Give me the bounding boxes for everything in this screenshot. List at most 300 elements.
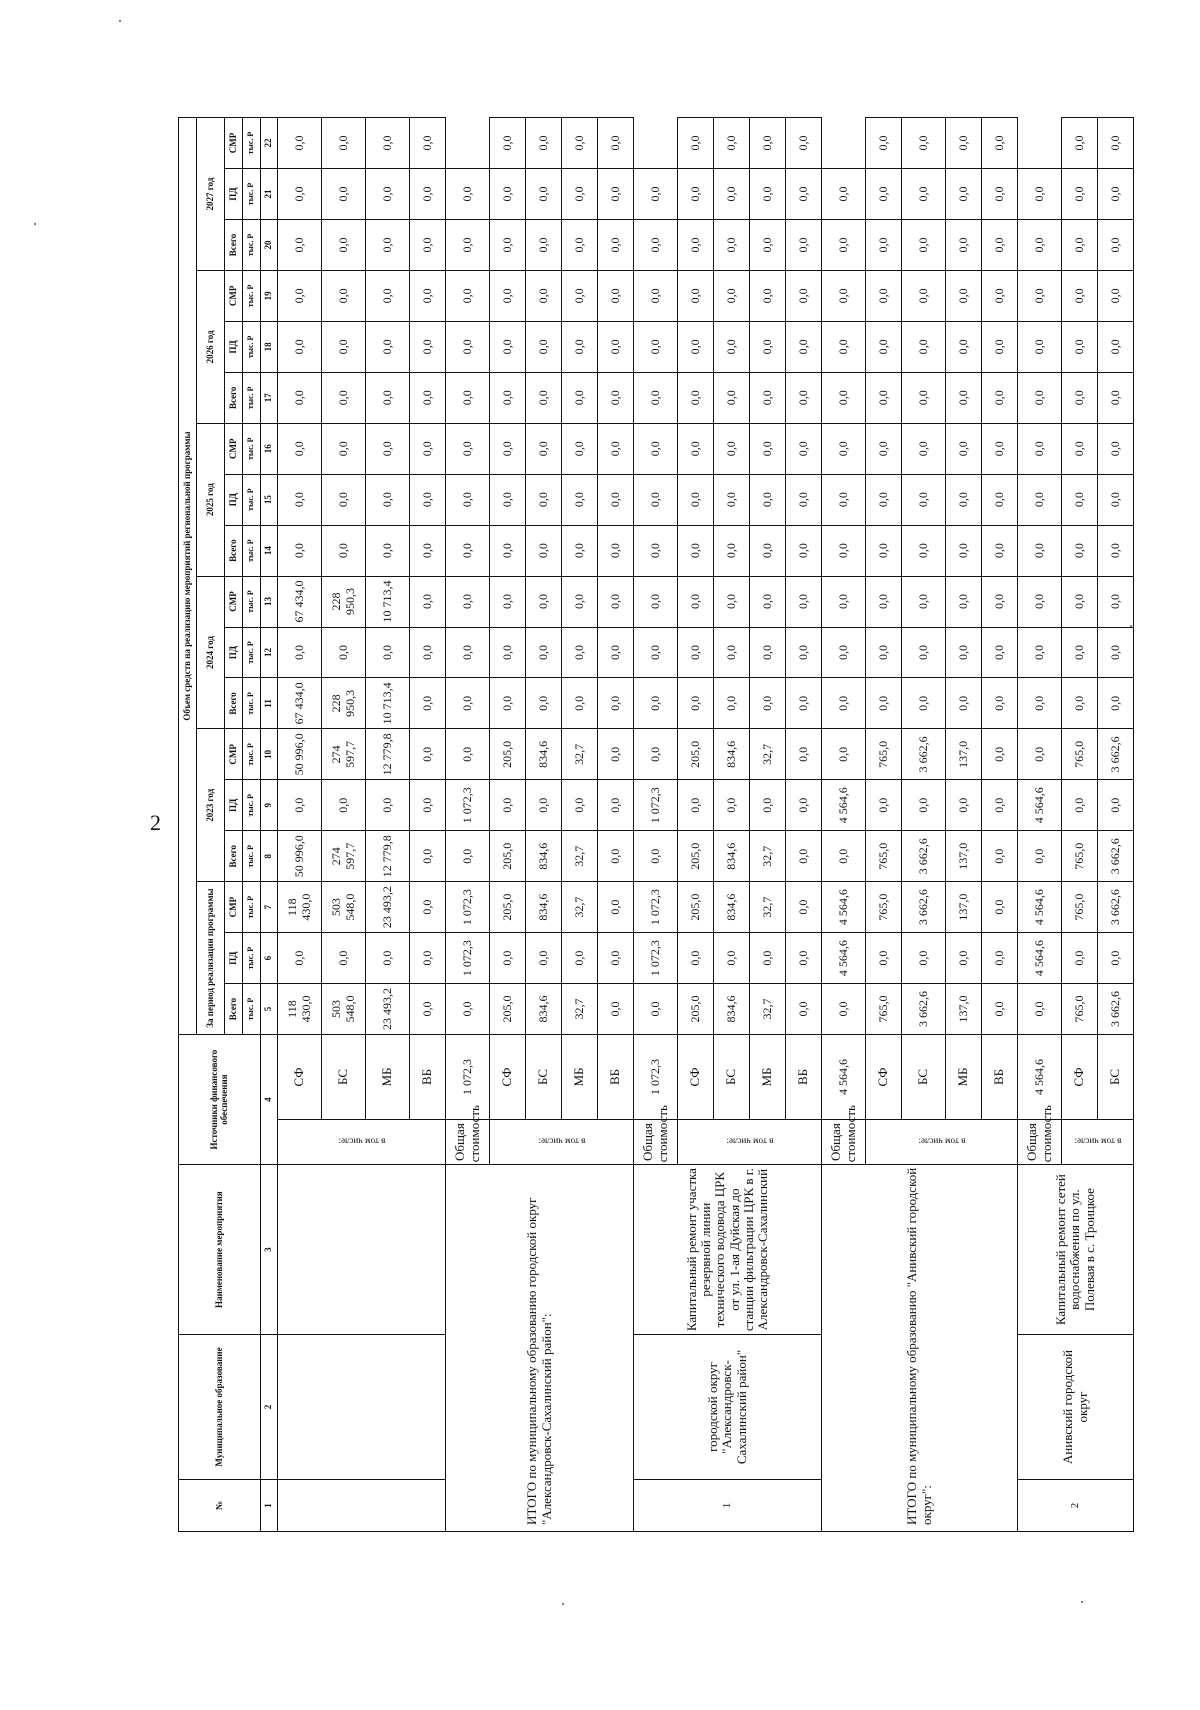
value-cell: 0,0: [982, 372, 1018, 423]
source-cell: СФ: [278, 1035, 322, 1120]
header-unit: тыс. Р: [243, 270, 261, 321]
value-cell: 0,0: [982, 831, 1018, 882]
value-cell: 0,0: [322, 933, 366, 984]
value-cell: 0,0: [678, 474, 714, 525]
source-cell: СФ: [866, 1035, 902, 1120]
value-cell: 0,0: [902, 270, 946, 321]
value-cell: 834,6: [526, 882, 562, 933]
value-cell: 0,0: [562, 118, 598, 169]
value-cell: 205,0: [678, 831, 714, 882]
header-sub: СМР: [225, 270, 243, 321]
value-cell: 4 564,6: [1018, 882, 1062, 933]
value-cell: 0,0: [410, 423, 446, 474]
including-label: в том числе:: [490, 1119, 634, 1164]
value-cell: 205,0: [490, 984, 526, 1035]
value-cell: 0,0: [1062, 933, 1098, 984]
value-cell: 834,6: [526, 729, 562, 780]
column-number: 20: [261, 220, 278, 271]
value-cell: 0,0: [526, 423, 562, 474]
item2-number: 2: [1018, 1479, 1134, 1531]
value-cell: 0,0: [526, 118, 562, 169]
value-cell: 0,0: [714, 474, 750, 525]
value-cell: 0,0: [410, 321, 446, 372]
value-cell: 834,6: [526, 831, 562, 882]
value-cell: 0,0: [598, 729, 634, 780]
value-cell: 0,0: [786, 780, 822, 831]
value-cell: 0,0: [490, 576, 526, 627]
value-cell: 0,0: [786, 423, 822, 474]
header-sub: ПД: [225, 933, 243, 984]
value-cell: 0,0: [598, 576, 634, 627]
value-cell: 0,0: [678, 423, 714, 474]
value-cell: 0,0: [786, 474, 822, 525]
source-cell: СФ: [1062, 1035, 1098, 1120]
value-cell: 0,0: [562, 627, 598, 678]
value-cell: 10 713,4: [366, 678, 410, 729]
value-cell: 0,0: [982, 169, 1018, 220]
value-cell: 67 434,0: [278, 678, 322, 729]
value-cell: 0,0: [1062, 780, 1098, 831]
value-cell: 0,0: [322, 474, 366, 525]
header-sub: Всего: [225, 372, 243, 423]
value-cell: 0,0: [750, 933, 786, 984]
value-cell: 12 779,8: [366, 729, 410, 780]
value-cell: 0,0: [982, 933, 1018, 984]
value-cell: 0,0: [562, 321, 598, 372]
value-cell: 3 662,6: [902, 831, 946, 882]
value-cell: 0,0: [598, 780, 634, 831]
column-number: 10: [261, 729, 278, 780]
value-cell: 0,0: [562, 525, 598, 576]
value-cell: 0,0: [322, 321, 366, 372]
value-cell: 0,0: [714, 627, 750, 678]
value-cell: 0,0: [678, 933, 714, 984]
value-cell: 0,0: [1098, 270, 1134, 321]
value-cell: 0,0: [1018, 474, 1062, 525]
value-cell: 0,0: [1062, 678, 1098, 729]
value-cell: 0,0: [866, 780, 902, 831]
header-sub: СМР: [225, 576, 243, 627]
value-cell: 0,0: [822, 270, 866, 321]
header-sub: Всего: [225, 831, 243, 882]
value-cell: 0,0: [526, 576, 562, 627]
value-cell: 503 548,0: [322, 882, 366, 933]
source-cell: Общая стоимость: [634, 1119, 678, 1164]
value-cell: 32,7: [562, 882, 598, 933]
source-cell: МБ: [946, 1035, 982, 1120]
value-cell: 0,0: [598, 627, 634, 678]
value-cell: 0,0: [278, 474, 322, 525]
value-cell: 0,0: [598, 831, 634, 882]
value-cell: 0,0: [410, 220, 446, 271]
value-cell: 0,0: [598, 270, 634, 321]
value-cell: 0,0: [526, 372, 562, 423]
value-cell: 0,0: [902, 576, 946, 627]
header-year: 2027 год: [197, 118, 225, 271]
value-cell: 0,0: [1018, 525, 1062, 576]
value-cell: 0,0: [982, 220, 1018, 271]
header-unit: тыс. Р: [243, 831, 261, 882]
including-label: в том числе:: [678, 1119, 822, 1164]
value-cell: 10 713,4: [366, 576, 410, 627]
value-cell: 0,0: [490, 372, 526, 423]
value-cell: 0,0: [786, 270, 822, 321]
value-cell: 0,0: [634, 474, 678, 525]
value-cell: 0,0: [714, 169, 750, 220]
value-cell: 0,0: [634, 423, 678, 474]
value-cell: 0,0: [526, 169, 562, 220]
value-cell: 0,0: [678, 372, 714, 423]
value-cell: 0,0: [490, 678, 526, 729]
value-cell: 3 662,6: [1098, 831, 1134, 882]
value-cell: 0,0: [410, 933, 446, 984]
header-unit: тыс. Р: [243, 627, 261, 678]
value-cell: 0,0: [750, 576, 786, 627]
value-cell: 0,0: [446, 474, 490, 525]
value-cell: 0,0: [1062, 321, 1098, 372]
value-cell: 0,0: [634, 270, 678, 321]
funding-table: [178, 117, 1134, 1532]
value-cell: 0,0: [490, 220, 526, 271]
header-unit: тыс. Р: [243, 423, 261, 474]
value-cell: 274 597,7: [322, 831, 366, 882]
value-cell: 0,0: [278, 423, 322, 474]
value-cell: 0,0: [366, 118, 410, 169]
value-cell: 0,0: [490, 525, 526, 576]
including-label: в том числе:: [1062, 1119, 1134, 1164]
value-cell: 0,0: [1098, 118, 1134, 169]
value-cell: 0,0: [562, 474, 598, 525]
header-sub: Всего: [225, 220, 243, 271]
value-cell: 0,0: [750, 780, 786, 831]
value-cell: 0,0: [446, 576, 490, 627]
column-number: 18: [261, 321, 278, 372]
value-cell: 0,0: [322, 220, 366, 271]
value-cell: 1 072,3: [446, 882, 490, 933]
value-cell: 0,0: [410, 525, 446, 576]
value-cell: 0,0: [866, 423, 902, 474]
value-cell: 765,0: [1062, 831, 1098, 882]
value-cell: 0,0: [1098, 780, 1134, 831]
value-cell: 0,0: [786, 627, 822, 678]
value-cell: 0,0: [1098, 372, 1134, 423]
value-cell: 0,0: [278, 220, 322, 271]
value-cell: 0,0: [902, 372, 946, 423]
value-cell: 0,0: [1098, 423, 1134, 474]
header-sub: СМР: [225, 729, 243, 780]
value-cell: 0,0: [446, 729, 490, 780]
value-cell: 3 662,6: [1098, 984, 1134, 1035]
value-cell: 0,0: [366, 372, 410, 423]
source-cell: МБ: [750, 1035, 786, 1120]
value-cell: 0,0: [278, 270, 322, 321]
value-cell: 0,0: [446, 321, 490, 372]
value-cell: 0,0: [822, 423, 866, 474]
value-cell: 0,0: [866, 169, 902, 220]
column-number: 17: [261, 372, 278, 423]
value-cell: 834,6: [714, 729, 750, 780]
value-cell: 0,0: [634, 525, 678, 576]
value-cell: 0,0: [1018, 831, 1062, 882]
value-cell: 32,7: [750, 729, 786, 780]
header-volume: Объем средств на реализацию мероприятий региональной программы: [179, 118, 197, 1035]
value-cell: 0,0: [982, 321, 1018, 372]
value-cell: 205,0: [490, 882, 526, 933]
value-cell: 0,0: [750, 321, 786, 372]
header-sub: ПД: [225, 780, 243, 831]
header-sub: ПД: [225, 474, 243, 525]
value-cell: 0,0: [750, 169, 786, 220]
value-cell: 0,0: [750, 118, 786, 169]
value-cell: 834,6: [714, 831, 750, 882]
source-cell: ВБ: [786, 1035, 822, 1120]
header-sub: ПД: [225, 169, 243, 220]
value-cell: 0,0: [490, 933, 526, 984]
value-cell: 0,0: [946, 270, 982, 321]
value-cell: 0,0: [634, 678, 678, 729]
value-cell: 0,0: [562, 576, 598, 627]
value-cell: 0,0: [982, 780, 1018, 831]
value-cell: 0,0: [946, 118, 982, 169]
value-cell: 0,0: [822, 576, 866, 627]
column-number: 12: [261, 627, 278, 678]
value-cell: 0,0: [446, 678, 490, 729]
value-cell: 0,0: [410, 984, 446, 1035]
value-cell: 0,0: [410, 882, 446, 933]
value-cell: 0,0: [1062, 576, 1098, 627]
column-number: 22: [261, 118, 278, 169]
header-unit: тыс. Р: [243, 474, 261, 525]
value-cell: 0,0: [526, 270, 562, 321]
source-cell: БС: [322, 1035, 366, 1120]
value-cell: 0,0: [562, 780, 598, 831]
value-cell: 0,0: [410, 118, 446, 169]
value-cell: 0,0: [1018, 984, 1062, 1035]
value-cell: 765,0: [866, 831, 902, 882]
value-cell: 0,0: [786, 984, 822, 1035]
source-cell: БС: [714, 1035, 750, 1120]
value-cell: 0,0: [278, 118, 322, 169]
value-cell: 0,0: [1018, 678, 1062, 729]
header-sub: Всего: [225, 678, 243, 729]
value-cell: 0,0: [446, 169, 490, 220]
value-cell: 0,0: [562, 270, 598, 321]
source-cell: СФ: [678, 1035, 714, 1120]
value-cell: 0,0: [322, 780, 366, 831]
value-cell: 3 662,6: [902, 882, 946, 933]
value-cell: 205,0: [678, 882, 714, 933]
value-cell: 0,0: [982, 423, 1018, 474]
value-cell: 0,0: [714, 780, 750, 831]
column-number: 2: [261, 1335, 278, 1480]
value-cell: 0,0: [562, 372, 598, 423]
value-cell: 0,0: [678, 220, 714, 271]
value-cell: 0,0: [1062, 423, 1098, 474]
column-number: 1: [261, 1479, 278, 1531]
blank-cell: [278, 1479, 446, 1531]
header-unit: тыс. Р: [243, 729, 261, 780]
value-cell: 0,0: [750, 474, 786, 525]
value-cell: 4 564,6: [822, 1035, 866, 1120]
header-unit: тыс. Р: [243, 882, 261, 933]
value-cell: 0,0: [866, 627, 902, 678]
value-cell: 4 564,6: [1018, 933, 1062, 984]
value-cell: 0,0: [866, 576, 902, 627]
scan-speck: [34, 223, 36, 225]
value-cell: 0,0: [1098, 525, 1134, 576]
value-cell: 0,0: [750, 627, 786, 678]
value-cell: 0,0: [714, 321, 750, 372]
value-cell: 3 662,6: [1098, 729, 1134, 780]
source-cell: ВБ: [598, 1035, 634, 1120]
value-cell: 0,0: [526, 474, 562, 525]
value-cell: 0,0: [322, 169, 366, 220]
value-cell: 1 072,3: [446, 933, 490, 984]
value-cell: 0,0: [598, 220, 634, 271]
header-unit: тыс. Р: [243, 372, 261, 423]
value-cell: 23 493,2: [366, 984, 410, 1035]
value-cell: 0,0: [446, 423, 490, 474]
value-cell: 0,0: [678, 118, 714, 169]
value-cell: 834,6: [526, 984, 562, 1035]
value-cell: 32,7: [562, 984, 598, 1035]
value-cell: 0,0: [598, 372, 634, 423]
header-year: 2024 год: [197, 576, 225, 729]
value-cell: 0,0: [366, 933, 410, 984]
value-cell: 0,0: [902, 678, 946, 729]
value-cell: 0,0: [1018, 169, 1062, 220]
value-cell: 0,0: [714, 525, 750, 576]
value-cell: 0,0: [322, 372, 366, 423]
header-unit: тыс. Р: [243, 933, 261, 984]
value-cell: 205,0: [678, 984, 714, 1035]
value-cell: 4 564,6: [1018, 1035, 1062, 1120]
value-cell: 0,0: [446, 270, 490, 321]
value-cell: 0,0: [946, 678, 982, 729]
value-cell: 0,0: [598, 525, 634, 576]
header-unit: тыс. Р: [243, 984, 261, 1035]
value-cell: 0,0: [634, 984, 678, 1035]
value-cell: 0,0: [1018, 627, 1062, 678]
value-cell: 0,0: [866, 678, 902, 729]
value-cell: 0,0: [1062, 627, 1098, 678]
value-cell: 1 072,3: [446, 1035, 490, 1120]
item1-municipality: городской округ "Александровск-Сахалинский район": [634, 1335, 822, 1480]
value-cell: 0,0: [982, 882, 1018, 933]
value-cell: 0,0: [598, 678, 634, 729]
value-cell: 137,0: [946, 984, 982, 1035]
value-cell: 0,0: [598, 882, 634, 933]
value-cell: 0,0: [946, 525, 982, 576]
value-cell: 0,0: [866, 321, 902, 372]
value-cell: 0,0: [526, 525, 562, 576]
value-cell: 0,0: [902, 423, 946, 474]
value-cell: 765,0: [866, 984, 902, 1035]
value-cell: 0,0: [714, 933, 750, 984]
header-unit: тыс. Р: [243, 321, 261, 372]
column-number: 15: [261, 474, 278, 525]
value-cell: 3 662,6: [902, 984, 946, 1035]
value-cell: 118 430,0: [278, 984, 322, 1035]
value-cell: 0,0: [366, 220, 410, 271]
value-cell: 0,0: [490, 169, 526, 220]
value-cell: 0,0: [678, 576, 714, 627]
value-cell: 0,0: [278, 525, 322, 576]
header-event: Наименование мероприятия: [179, 1165, 261, 1335]
header-unit: тыс. Р: [243, 576, 261, 627]
value-cell: 0,0: [1018, 729, 1062, 780]
value-cell: 0,0: [946, 372, 982, 423]
value-cell: 0,0: [714, 270, 750, 321]
value-cell: 0,0: [678, 525, 714, 576]
value-cell: 0,0: [446, 525, 490, 576]
value-cell: 0,0: [822, 627, 866, 678]
value-cell: 0,0: [634, 169, 678, 220]
header-unit: тыс. Р: [243, 780, 261, 831]
value-cell: 0,0: [410, 678, 446, 729]
value-cell: 0,0: [598, 933, 634, 984]
value-cell: 0,0: [982, 984, 1018, 1035]
value-cell: 0,0: [446, 984, 490, 1035]
value-cell: 205,0: [678, 729, 714, 780]
value-cell: 228 950,3: [322, 678, 366, 729]
value-cell: 0,0: [714, 678, 750, 729]
value-cell: 137,0: [946, 831, 982, 882]
value-cell: 0,0: [322, 627, 366, 678]
value-cell: 0,0: [526, 933, 562, 984]
value-cell: 0,0: [786, 220, 822, 271]
value-cell: 0,0: [562, 933, 598, 984]
value-cell: 0,0: [902, 220, 946, 271]
value-cell: 0,0: [902, 627, 946, 678]
value-cell: 0,0: [946, 321, 982, 372]
value-cell: 4 564,6: [1018, 780, 1062, 831]
value-cell: 0,0: [366, 270, 410, 321]
value-cell: 118 430,0: [278, 882, 322, 933]
header-sub: СМР: [225, 423, 243, 474]
value-cell: 0,0: [1062, 118, 1098, 169]
value-cell: 0,0: [634, 627, 678, 678]
value-cell: 503 548,0: [322, 984, 366, 1035]
scan-speck: [1081, 1601, 1083, 1603]
value-cell: 0,0: [902, 474, 946, 525]
value-cell: 0,0: [786, 933, 822, 984]
value-cell: 0,0: [634, 372, 678, 423]
value-cell: 0,0: [1098, 678, 1134, 729]
value-cell: 0,0: [526, 678, 562, 729]
value-cell: 0,0: [490, 474, 526, 525]
value-cell: 4 564,6: [822, 780, 866, 831]
source-cell: Общая стоимость: [446, 1119, 490, 1164]
column-number: 9: [261, 780, 278, 831]
value-cell: 0,0: [946, 576, 982, 627]
value-cell: 765,0: [1062, 729, 1098, 780]
value-cell: 0,0: [750, 423, 786, 474]
value-cell: 0,0: [750, 678, 786, 729]
value-cell: 0,0: [410, 474, 446, 525]
value-cell: 0,0: [946, 933, 982, 984]
value-cell: 0,0: [866, 474, 902, 525]
value-cell: 0,0: [490, 780, 526, 831]
scan-speck: [562, 1603, 564, 1605]
value-cell: 0,0: [822, 984, 866, 1035]
value-cell: 4 564,6: [822, 882, 866, 933]
value-cell: 0,0: [822, 729, 866, 780]
value-cell: 0,0: [562, 169, 598, 220]
value-cell: 834,6: [714, 984, 750, 1035]
value-cell: 1 072,3: [634, 780, 678, 831]
value-cell: 0,0: [366, 474, 410, 525]
